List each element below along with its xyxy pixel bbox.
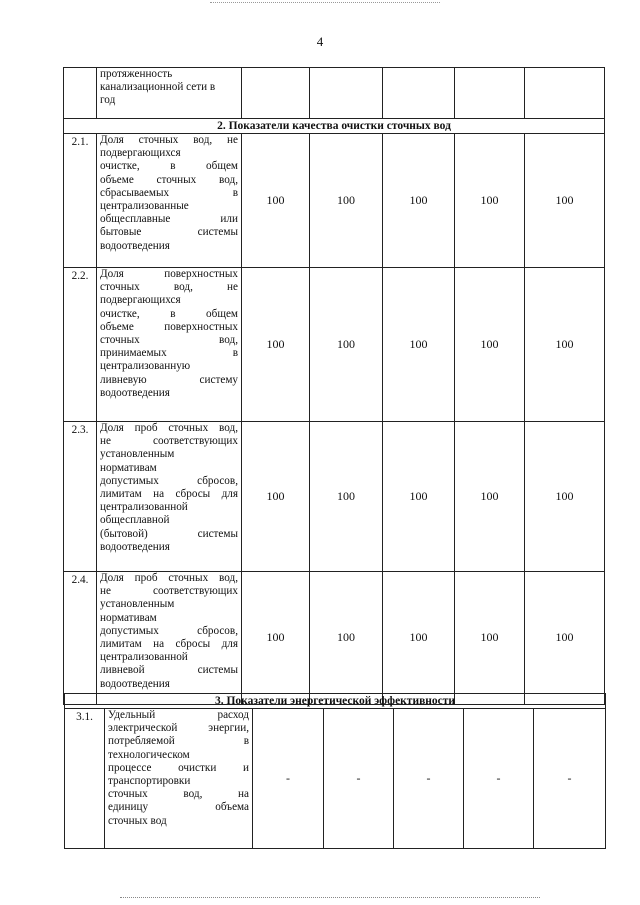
row-description: Доля проб сточных вод, не соответствующих установленным нормативам допустимых сбросов, лимитам на сбросы для централизованной общесплавной (бытовой) системы водоотведения — [97, 422, 242, 572]
row-number: 2.2. — [64, 268, 97, 422]
table-row — [65, 709, 606, 849]
value-cell: 100 — [525, 134, 605, 268]
value-cell: 100 — [525, 572, 605, 705]
value-cell: 100 — [310, 268, 383, 422]
table-row — [64, 268, 605, 422]
value-cell: 100 — [310, 134, 383, 268]
page-number: 4 — [316, 34, 324, 49]
row-description: Доля сточных вод, не подвергающихся очистке, в общем объеме сточных вод, сбрасываемых в централизованные общесплавные или бытовые системы водоотведения — [97, 134, 242, 268]
row-number: 2.1. — [64, 134, 97, 268]
value-cell: 100 — [525, 422, 605, 572]
indicators-table — [63, 67, 605, 705]
value-cell: 100 — [383, 134, 455, 268]
table-row — [64, 572, 605, 705]
value-cell: 100 — [383, 268, 455, 422]
value-cell: 100 — [242, 422, 310, 572]
value-cell: 100 — [310, 572, 383, 705]
value-cell: 100 — [525, 268, 605, 422]
section-header-row — [64, 119, 605, 134]
value-cell: - — [324, 709, 394, 849]
section-title: 3. Показатели энергетической эффективности — [65, 694, 606, 709]
row-description: Доля поверхностных сточных вод, не подвергающихся очистке, в общем объеме поверхностных сточных вод, принимаемых в централизованную ливневую систему водоотведения — [97, 268, 242, 422]
value-cell: 100 — [383, 422, 455, 572]
value-cell — [310, 68, 383, 119]
scan-edge-mark — [210, 0, 440, 3]
value-cell — [525, 68, 605, 119]
value-cell: 100 — [383, 572, 455, 705]
value-cell — [242, 68, 310, 119]
value-cell: - — [253, 709, 324, 849]
section-title: 2. Показатели качества очистки сточных вод — [64, 119, 605, 134]
row-number: 2.3. — [64, 422, 97, 572]
row-description: Доля проб сточных вод, не соответствующих установленным нормативам допустимых сбросов, лимитам на сбросы для централизованной ливневой системы водоотведения — [97, 572, 242, 705]
section-header-row — [65, 694, 606, 709]
scan-edge-mark — [120, 897, 540, 901]
row-number: 3.1. — [65, 709, 105, 849]
energy-efficiency-table — [64, 693, 606, 849]
row-description: Удельный расход электрической энергии, потребляемой в технологическом процессе очистки и транспортировки сточных вод, на единицу объема сточных вод — [105, 709, 253, 849]
value-cell: 100 — [455, 572, 525, 705]
row-number: 2.4. — [64, 572, 97, 705]
value-cell: - — [534, 709, 606, 849]
value-cell: - — [464, 709, 534, 849]
value-cell: 100 — [242, 134, 310, 268]
row-number — [64, 68, 97, 119]
table-row — [64, 422, 605, 572]
value-cell — [383, 68, 455, 119]
table-row — [64, 134, 605, 268]
value-cell — [455, 68, 525, 119]
value-cell: 100 — [455, 268, 525, 422]
value-cell: 100 — [310, 422, 383, 572]
row-description: протяженность канализационной сети в год — [97, 68, 242, 119]
value-cell: 100 — [455, 134, 525, 268]
value-cell: - — [394, 709, 464, 849]
table-row — [64, 68, 605, 119]
value-cell: 100 — [242, 572, 310, 705]
value-cell: 100 — [242, 268, 310, 422]
value-cell: 100 — [455, 422, 525, 572]
